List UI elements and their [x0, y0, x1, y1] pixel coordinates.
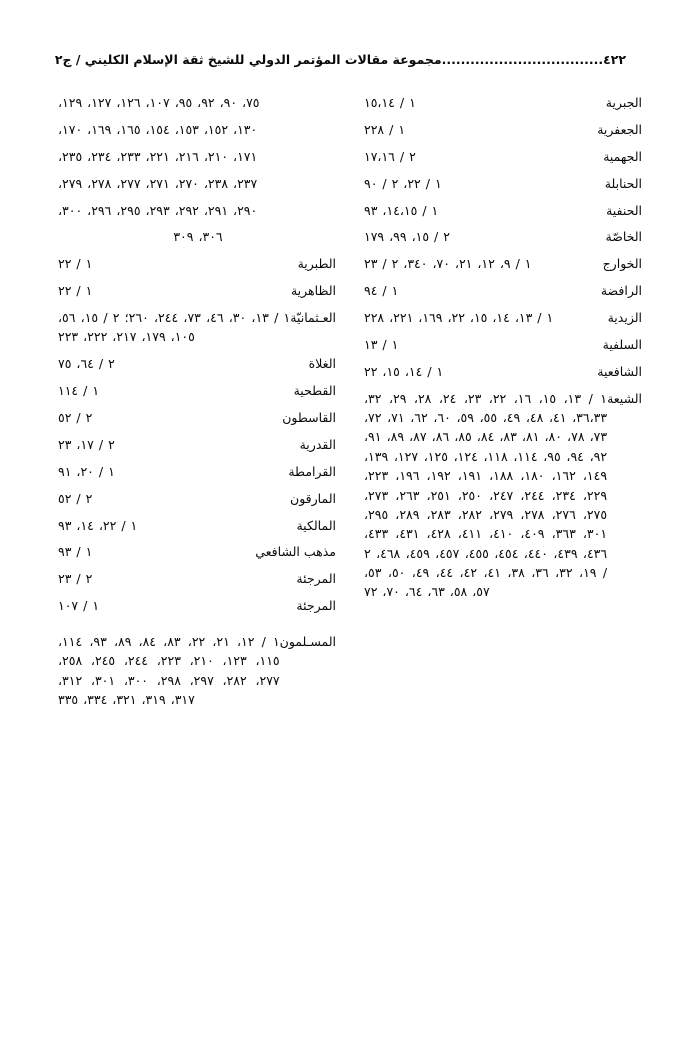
entry-refs: ٢ / ٥٢: [58, 490, 93, 506]
index-entry: [362, 93, 644, 112]
entry-term: السلفية: [602, 336, 642, 352]
entry-term: المارقون: [290, 490, 336, 506]
entry-term: مذهب الشافعي: [255, 544, 336, 560]
entry-refs: ١ / ٢٢: [58, 283, 93, 299]
entry-refs: ١ / ١٢، ٢١، ٢٢، ٨٣، ٨٤، ٨٩، ٩٣، ١١٤، ١١٥، ١٢٣، ٢١٠، ٢٢٣، ٢٤٤، ٢٤٥، ٢٥٨، ٢٧٧، ٢٨٢، ٢٩٧، ٢٩٨، ٣٠٠، ٣٠١، ٣١٢، ٣١٧، ٣١٩، ٣٢١، ٣٣٤، ٣٣٥: [58, 634, 280, 708]
entry-term: الخاصّة: [605, 229, 642, 245]
entry-refs: ١ / ٩، ١٢، ٢١، ٧٠، ٣٤٠، ٢ / ٢٣: [364, 256, 532, 272]
entry-term: المالكية: [296, 517, 336, 533]
entry-refs: ٢ / ٢٣: [58, 571, 93, 587]
entry-refs: ١ / ٢٢، ٢ / ٩٠: [364, 175, 442, 191]
entry-refs: ٧٥، ٩٠، ٩٢، ٩٥، ١٠٧، ١٢٦، ١٢٧، ١٢٩،: [58, 95, 260, 110]
index-entry: [362, 201, 644, 220]
entry-term: الجهمية: [603, 148, 642, 164]
index-entry: [56, 462, 338, 481]
entry-refs: ٢٣٧، ٢٣٨، ٢٧٠، ٢٧١، ٢٧٧، ٢٧٨، ٢٧٩،: [58, 175, 258, 191]
entry-refs: ١ / ٩٣: [58, 544, 93, 560]
index-entry: [56, 632, 338, 710]
entry-refs: ١ / ١٣، ٣٠، ٤٦، ٧٣، ٢٤٤، ٢٦٠؛ ٢ / ١٥، ٥٦، ١٠٥، ١٧٩، ٢١٧، ٢٢٢، ٢٢٣: [58, 310, 291, 345]
index-entry-continuation: [56, 227, 338, 246]
entry-refs: ١ / ٢٢: [58, 256, 93, 272]
index-entry: [56, 308, 338, 347]
spacer: [56, 623, 338, 632]
index-entry-continuation: [56, 174, 338, 193]
entry-term: المرجئة: [296, 598, 336, 614]
entry-refs: ٢ / ١٥، ٩٩، ١٧٩: [364, 229, 450, 245]
index-entry: [56, 596, 338, 615]
entry-refs: ١ / ١٤، ١٥، ٢٢: [364, 363, 444, 379]
entry-refs: ٣٠٦، ٣٠٩: [173, 229, 223, 245]
index-entry: [56, 281, 338, 300]
index-entry: [362, 281, 644, 300]
entry-term: المرجئة: [296, 571, 336, 587]
entry-term: الرافضة: [600, 283, 642, 299]
entry-term: القاسطون: [282, 410, 336, 425]
entry-refs: ١ / ١٣: [364, 336, 399, 352]
index-entry: [56, 254, 338, 273]
entry-term: القطحية: [293, 383, 336, 399]
header-dots: ..................................: [441, 52, 604, 67]
entry-refs: ١ / ١٤،١٥، ٩٣: [364, 202, 439, 218]
page-number: ٤٢٢: [603, 52, 626, 67]
entry-term: العـثمانيّة: [290, 310, 336, 325]
page-header: [56, 52, 644, 67]
index-entry: [56, 408, 338, 427]
entry-refs: ١ / ٢٢، ١٤، ٩٣: [58, 517, 138, 533]
entry-refs: ٢ / ١٧، ٢٣: [58, 436, 115, 452]
entry-refs: ١ / ١٣، ١٥، ١٦، ٢٢، ٢٣، ٢٤، ٢٨، ٢٩، ٣٢، ٣٦،٣٣، ٤١، ٤٨، ٤٩، ٥٥، ٥٩، ٦٠، ٦٢، ٧١، ٧٢، ٧٣، ٧٨، ٨٠، ٨١، ٨٣، ٨٤، ٨٥، ٨٦، ٨٧، ٨٩، ٩١، ٩٢، ٩٤، ٩٥، ١١٤، ١١٨، ١٢٤، ١٢٥، ١٢٧، ١٣٩، ١٤٩، ١٦٢، ١٨٠، ١٨٨، ١٩١، ١٩٢، ١٩٦، ٢٢٣، ٢٢٩، ٢٣٤، ٢٤٤، ٢٤٧، ٢٥٠، ٢٥١، ٢٦٣، ٢٧٣، ٢٧٥، ٢٧٦، ٢٧٨، ٢٧٩، ٢٨٢، ٢٨٣، ٢٨٩، ٢٩٥، ٣٠١، ٣٦٣، ٤٠٩، ٤١٠، ٤١١، ٤٢٨، ٤٣١، ٤٣٣، ٤٣٦، ٤٣٩، ٤٤٠، ٤٥٤، ٤٥٥، ٤٥٧، ٤٥٩، ٤٦٨، ٢ / ١٩، ٣٢، ٣٦، ٣٨، ٤١، ٤٢، ٤٤، ٤٩، ٥٠، ٥٣، ٥٧، ٥٨، ٦٣، ٦٤، ٧٠، ٧٢: [364, 390, 608, 600]
entry-term: الجبرية: [605, 95, 642, 110]
index-entry: [362, 227, 644, 246]
index-entry: [56, 381, 338, 400]
index-entry-continuation: [56, 93, 338, 112]
entry-term: الطبرية: [297, 256, 336, 272]
entry-refs: ١ / ٢٠، ٩١: [58, 463, 115, 479]
entry-refs: ١ / ١٥،١٤: [364, 95, 416, 110]
entry-refs: ٢ / ١٧،١٦: [364, 148, 416, 164]
index-entry: [56, 435, 338, 454]
entry-refs: ٢٩٠، ٢٩١، ٢٩٢، ٢٩٣، ٢٩٥، ٢٩٦، ٣٠٠،: [58, 202, 258, 218]
entry-term: المسـلمون: [279, 634, 336, 649]
index-entry: [362, 335, 644, 354]
entry-refs: ١٧١، ٢١٠، ٢١٦، ٢٢١، ٢٣٣، ٢٣٤، ٢٣٥،: [58, 148, 258, 164]
index-entry: [56, 354, 338, 373]
index-entry: [362, 389, 644, 602]
index-columns: [56, 93, 644, 717]
book-title: مجموعة مقالات المؤتمر الدولي للشيخ ثقة الإسلام الكليني / ج٢: [54, 52, 442, 67]
index-entry-continuation: [56, 201, 338, 220]
entry-term: الخوارج: [602, 256, 642, 272]
entry-term: القدرية: [299, 436, 336, 452]
index-entry: [362, 254, 644, 273]
index-entry: [362, 174, 644, 193]
index-entry: [56, 542, 338, 561]
index-entry: [362, 147, 644, 166]
entry-term: القرامطة: [288, 463, 336, 479]
entry-term: الحنابلة: [604, 175, 642, 191]
index-entry: [56, 489, 338, 508]
entry-refs: ٢ / ٥٢: [58, 410, 93, 425]
index-entry: [56, 569, 338, 588]
entry-term: الشيعة: [607, 390, 642, 406]
entry-term: الحنفية: [606, 202, 642, 218]
entry-term: الزيدية: [607, 310, 642, 325]
index-entry: [362, 120, 644, 139]
index-column-left: [56, 93, 350, 717]
entry-term: الجعفرية: [597, 121, 642, 137]
entry-term: الظاهرية: [290, 283, 336, 299]
entry-refs: ١ / ١١٤: [58, 383, 100, 399]
entry-refs: ١ / ٢٢٨: [364, 121, 406, 137]
entry-refs: ٢ / ٦٤، ٧٥: [58, 356, 115, 372]
entry-term: الشافعية: [597, 363, 642, 379]
entry-refs: ١ / ٩٤: [364, 283, 399, 299]
index-entry: [362, 362, 644, 381]
index-column-right: [350, 93, 644, 717]
entry-refs: ١٣٠، ١٥٢، ١٥٣، ١٥٤، ١٦٥، ١٦٩، ١٧٠،: [58, 121, 258, 137]
index-entry: [56, 516, 338, 535]
entry-refs: ١ / ١٠٧: [58, 598, 100, 614]
entry-refs: ١ / ١٣، ١٤، ١٥، ٢٢، ١٦٩، ٢٢١، ٢٢٨: [364, 310, 554, 325]
index-entry: [362, 308, 644, 327]
entry-term: الغلاة: [308, 356, 336, 372]
index-entry-continuation: [56, 120, 338, 139]
index-entry-continuation: [56, 147, 338, 166]
